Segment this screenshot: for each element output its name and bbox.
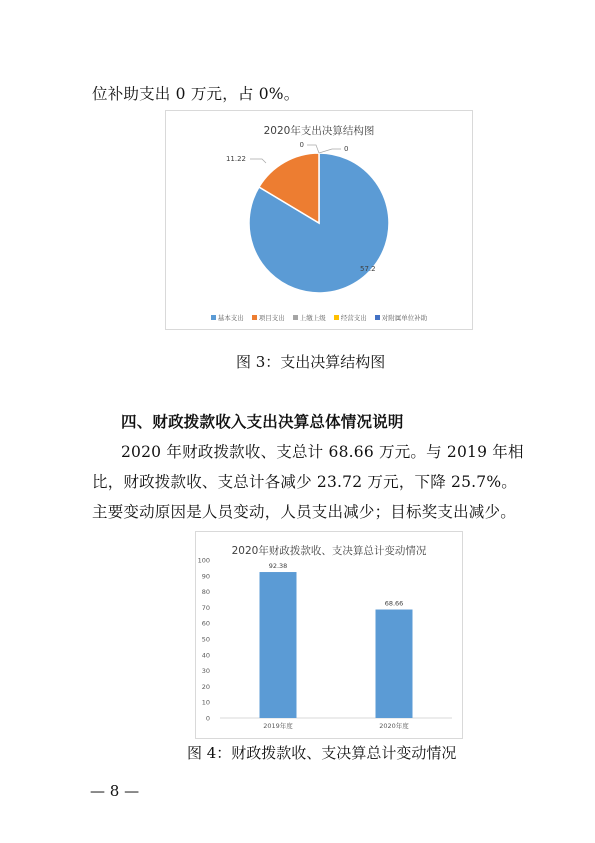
y-tick-label: 10	[201, 698, 210, 707]
bar-chart-title: 2020年财政拨款收、支决算总计变动情况	[231, 545, 427, 557]
legend-label: 经营支出	[340, 314, 367, 322]
y-tick-label: 90	[201, 572, 210, 581]
figure4-caption: 图 4：财政拨款收、支决算总计变动情况	[187, 744, 457, 762]
y-tick-label: 20	[201, 682, 210, 691]
legend-swatch	[252, 315, 257, 320]
x-tick-label: 2020年度	[379, 722, 409, 730]
pie-chart-container	[165, 110, 473, 330]
y-tick-label: 50	[201, 635, 210, 644]
legend-label: 基本支出	[217, 314, 244, 322]
bar-value-label: 68.66	[384, 599, 404, 608]
y-tick-label: 80	[201, 588, 210, 597]
legend-label: 上缴上级	[299, 314, 326, 322]
pie-value-label: 57.2	[360, 265, 376, 273]
legend-swatch	[375, 315, 380, 320]
legend-item	[334, 313, 367, 322]
bar-chart-svg	[196, 532, 462, 738]
pie-leader-line	[250, 159, 266, 163]
legend-swatch	[334, 315, 339, 320]
figure3-caption: 图 3：支出决算结构图	[236, 353, 386, 371]
y-tick-label: 30	[201, 667, 210, 676]
y-tick-label: 70	[201, 603, 210, 612]
bar-chart-container	[195, 531, 463, 739]
pie-value-label: 0	[299, 141, 304, 149]
y-tick-label: 40	[201, 651, 210, 660]
paragraph-line: 位补助支出 0 万元，占 0%。	[92, 85, 300, 103]
legend-item	[211, 313, 244, 322]
pie-value-label: 0	[344, 145, 349, 153]
bar-0	[260, 572, 297, 718]
legend-swatch	[293, 315, 298, 320]
legend-item	[293, 313, 326, 322]
pie-chart-svg	[166, 111, 472, 329]
pie-chart-title: 2020年支出决算结构图	[263, 125, 375, 137]
section4-line-2: 比，财政拨款收、支总计各减少 23.72 万元，下降 25.7%。	[92, 473, 517, 491]
pie-leader-line	[307, 145, 319, 153]
pie-value-label: 11.22	[225, 155, 246, 163]
section4-heading: 四、财政拨款收入支出决算总体情况说明	[121, 413, 404, 431]
section4-line-1: 2020 年财政拨款收、支总计 68.66 万元。与 2019 年相	[121, 443, 524, 461]
y-tick-label: 100	[197, 556, 210, 565]
legend-swatch	[211, 315, 216, 320]
y-tick-label: 0	[205, 714, 210, 723]
legend-label: 项目支出	[258, 314, 285, 322]
section4-line-3: 主要变动原因是人员变动，人员支出减少；目标奖支出减少。	[92, 503, 516, 521]
page-number: — 8 —	[90, 782, 140, 800]
pie-chart-legend	[166, 313, 472, 322]
legend-item	[375, 313, 428, 322]
legend-label: 对附属单位补助	[381, 314, 428, 322]
bar-1	[376, 610, 413, 718]
y-tick-label: 60	[201, 619, 210, 628]
legend-item	[252, 313, 285, 322]
x-tick-label: 2019年度	[263, 722, 293, 730]
bar-value-label: 92.38	[268, 562, 288, 571]
